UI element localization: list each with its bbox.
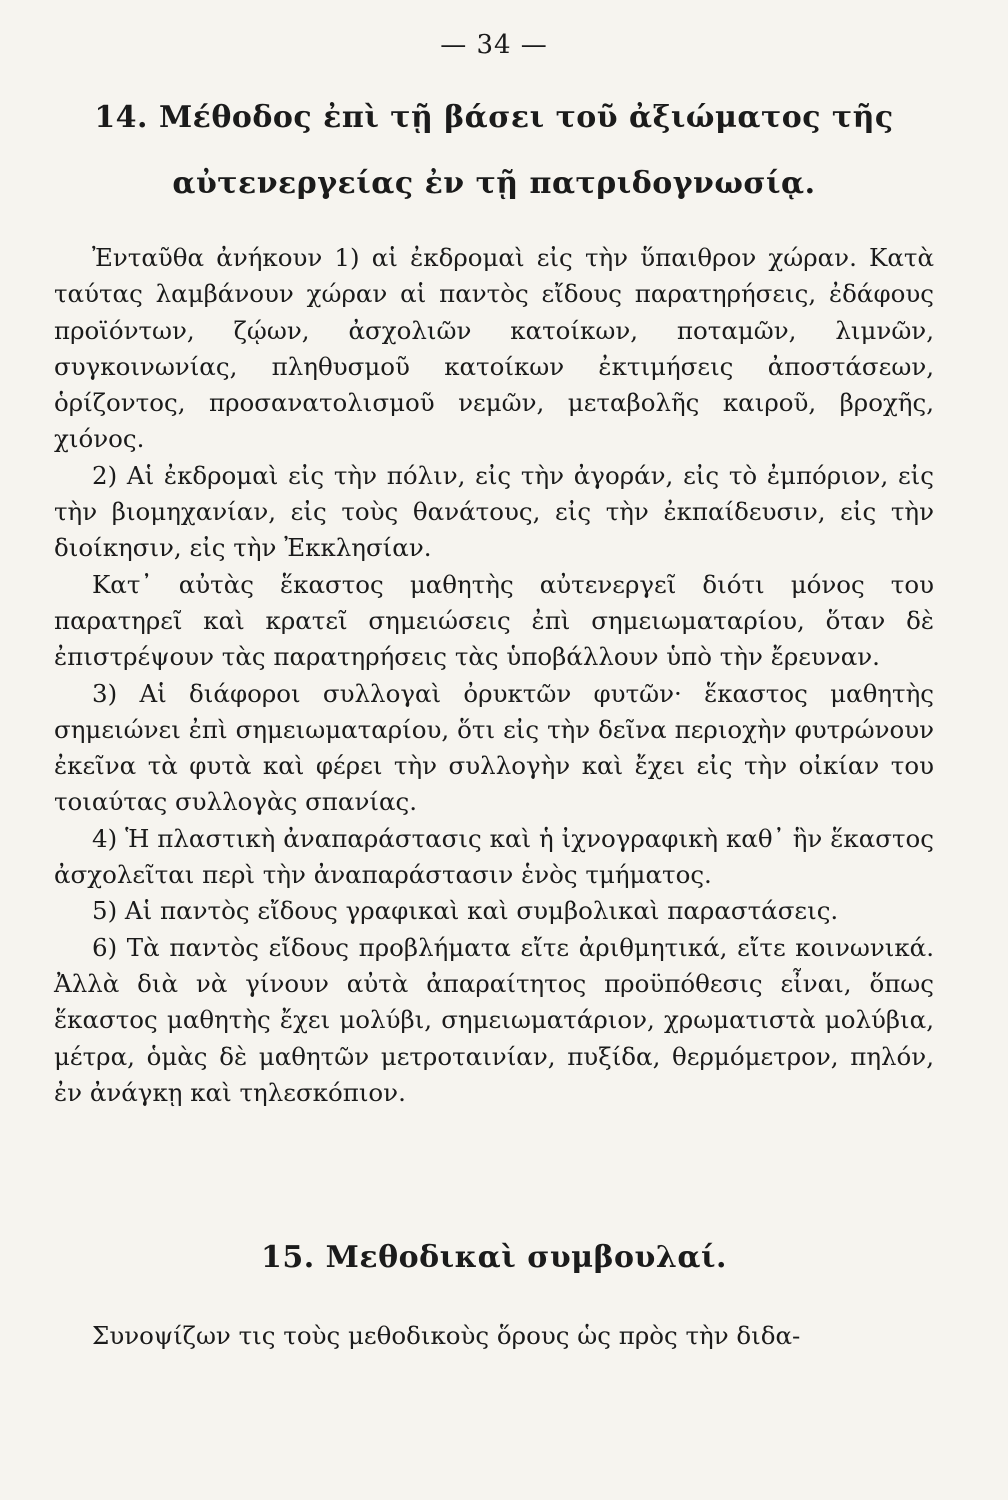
paragraph-collections: 3) Αἱ διάφοροι συλλογαὶ ὀρυκτῶν φυτῶν· ἕκαστος μαθητὴς σημειώνει ἐπὶ σημειωματαρίου, ὅτι εἰς τὴν δεῖνα περιοχὴν φυτρώνουν ἐκεῖνα τὰ φυτὰ καὶ φέρει τὴν συλλογὴν καὶ ἔχει εἰς τὴν οἰκίαν του τοιαύτας συλλογὰς σπανίας. xyxy=(54,678,934,817)
section-15-title: 15. Μεθοδικαὶ συμβουλαί. xyxy=(261,1240,727,1275)
section-14-body xyxy=(54,240,934,1111)
paragraph-excursions-city: 2) Αἱ ἐκδρομαὶ εἰς τὴν πόλιν, εἰς τὴν ἀγοράν, εἰς τὸ ἐμπόριον, εἰς τὴν βιομηχανίαν, εἰς τοὺς θανάτους, εἰς τὴν ἐκπαίδευσιν, εἰς τὴν διοίκησιν, εἰς τὴν Ἐκκλησίαν. xyxy=(54,460,934,563)
paragraph-graphic-representations: 5) Αἱ παντὸς εἴδους γραφικαὶ καὶ συμβολικαὶ παραστάσεις. xyxy=(92,896,839,926)
page-number: — 34 — xyxy=(440,30,548,60)
book-page xyxy=(54,0,934,1500)
paragraph-student-observation: Κατ᾿ αὐτὰς ἕκαστος μαθητὴς αὐτενεργεῖ διότι μόνος του παρατηρεῖ καὶ κρατεῖ σημειώσεις ἐπὶ σημειωματαρίου, ὅταν δὲ ἐπιστρέψουν τὰς παρατηρήσεις τὰς ὑποβάλλουν ὑπὸ τὴν ἔρευναν. xyxy=(54,569,934,672)
paragraph-problems-and-tools: 6) Τὰ παντὸς εἴδους προβλήματα εἴτε ἀριθμητικά, εἴτε κοινωνικά. Ἀλλὰ διὰ νὰ γίνουν αὐτὰ ἀπαραίτητος προϋπόθεσις εἶναι, ὅπως ἕκαστος μαθητὴς ἔχει μολύβι, σημειωματάριον, χρωματιστὰ μολύβια, μέτρα, ὁμὰς δὲ μαθητῶν μετροταινίαν, πυξίδα, θερμόμετρον, πηλόν, ἐν ἀνάγκῃ καὶ τηλεσκόπιον. xyxy=(54,932,934,1107)
section-14-title-line-1: 14. Μέθοδος ἐπὶ τῇ βάσει τοῦ ἀξιώματος τῆς xyxy=(94,100,894,135)
paragraph-excursions-countryside: Ἐνταῦθα ἀνήκουν 1) αἱ ἐκδρομαὶ εἰς τὴν ὕπαιθρον χώραν. Κατὰ ταύτας λαμβάνουν χώραν αἱ παντὸς εἴδους παρατηρήσεις, ἐδάφους προϊόντων, ζῴων, ἀσχολιῶν κατοίκων, ποταμῶν, λιμνῶν, συγκοινωνίας, πληθυσμοῦ κατοίκων ἐκτιμήσεις ἀποστάσεων, ὁρίζοντος, προσανατολισμοῦ νεμῶν, μεταβολῆς καιροῦ, βροχῆς, χιόνος. xyxy=(54,243,934,454)
paragraph-plastic-representation: 4) Ἡ πλαστικὴ ἀναπαράστασις καὶ ἡ ἰχνογραφικὴ καθ᾿ ἣν ἕκαστος ἀσχολεῖται περὶ τὴν ἀναπαράστασιν ἑνὸς τμήματος. xyxy=(54,823,934,890)
section-14-title-line-2: αὐτενεργείας ἐν τῇ πατριδογνωσίᾳ. xyxy=(172,166,816,201)
paragraph-method-summary: Συνοψίζων τις τοὺς μεθοδικοὺς ὅρους ὡς πρὸς τὴν διδα- xyxy=(92,1321,801,1350)
section-15-body xyxy=(54,1318,934,1354)
